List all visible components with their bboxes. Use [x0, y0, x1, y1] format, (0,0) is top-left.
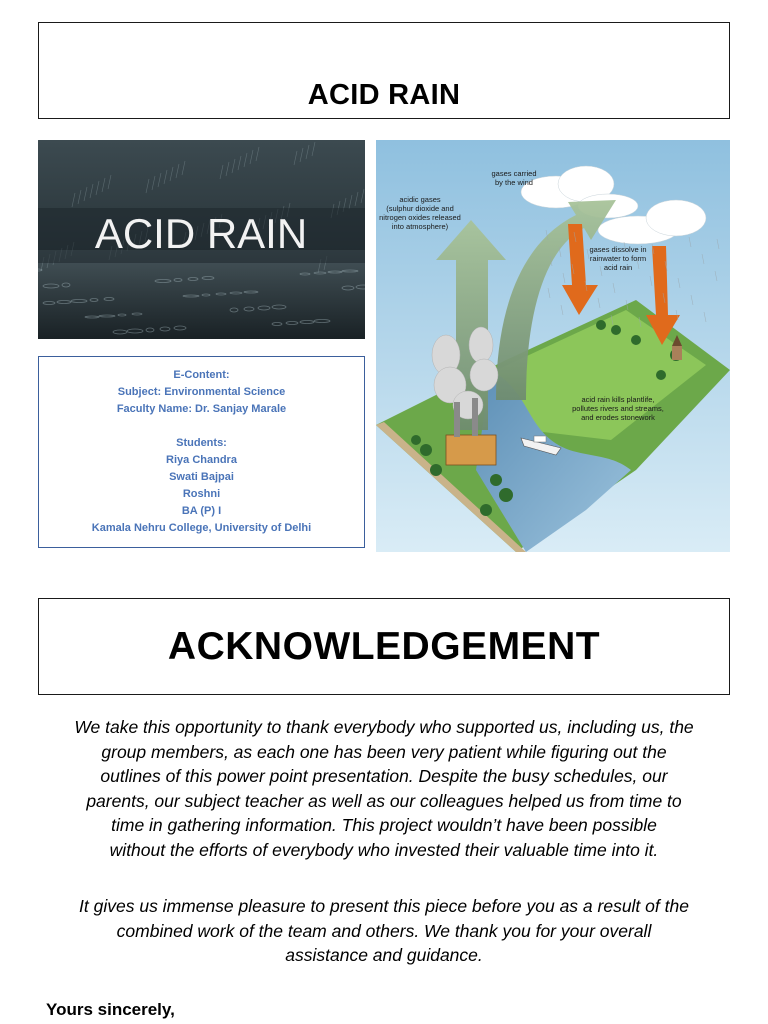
student-name: Riya Chandra — [166, 454, 237, 466]
students-heading: Students: — [176, 437, 227, 449]
paragraph-line: parents, our subject teacher as well as our colleagues helped us from time to — [86, 790, 682, 811]
paragraph-line: combined work of the team and others. We thank you for your overall — [116, 920, 652, 941]
svg-text:acid rain: acid rain — [603, 263, 633, 272]
acknowledgement-paragraph-2 — [40, 894, 728, 968]
svg-text:pollutes rivers and streams,: pollutes rivers and streams, — [572, 404, 664, 413]
college-line: Kamala Nehru College, University of Delhi — [91, 522, 312, 534]
signoff-text: Yours sincerely, — [46, 1000, 175, 1019]
course-line: BA (P) I — [181, 505, 222, 517]
svg-text:and erodes stonework: and erodes stonework — [581, 413, 655, 422]
paragraph-line: We take this opportunity to thank everybody who supported us, including us, the — [74, 717, 694, 737]
svg-text:rainwater to form: rainwater to form — [589, 254, 647, 263]
paragraph-line: assistance and guidance. — [285, 945, 483, 965]
paragraph-line: group members, as each one has been very patient while figuring out the — [101, 741, 667, 762]
label-wind: gases carried — [491, 169, 537, 178]
page-title: ACID RAIN — [307, 79, 461, 111]
student-name: Roshni — [182, 488, 221, 500]
svg-text:(sulphur dioxide and: (sulphur dioxide and — [386, 204, 454, 213]
acid-rain-diagram — [376, 140, 730, 552]
info-box — [38, 356, 365, 548]
title-box — [38, 22, 730, 119]
subject-line: Subject: Environmental Science — [117, 386, 286, 398]
student-name: Swati Bajpai — [169, 471, 234, 483]
svg-text:nitrogen oxides released: nitrogen oxides released — [379, 213, 461, 222]
paragraph-line: It gives us immense pleasure to present this piece before you as a result of the — [79, 896, 689, 916]
paragraph-line: time in gathering information. This project wouldn’t have been possible — [111, 815, 657, 835]
label-dissolve: gases dissolve in — [589, 245, 647, 254]
label-effects: acid rain kills plantlife, — [581, 395, 655, 404]
acknowledgement-box — [38, 598, 730, 695]
paragraph-line: without the efforts of everybody who invested their valuable time into it. — [109, 839, 659, 860]
svg-text:into atmosphere): into atmosphere) — [391, 222, 449, 231]
photo-overlay-text: ACID RAIN — [94, 210, 308, 257]
svg-text:by the wind: by the wind — [495, 178, 533, 187]
acknowledgement-heading: ACKNOWLEDGEMENT — [167, 624, 601, 668]
paragraph-line: outlines of this power point presentation. Despite the busy schedules, our — [100, 766, 668, 786]
econtent-label: E-Content: — [173, 369, 230, 381]
acknowledgement-paragraph-1 — [40, 715, 728, 862]
label-acidic-gases: acidic gases — [399, 195, 441, 204]
acid-rain-photo — [38, 140, 365, 339]
faculty-line: Faculty Name: Dr. Sanjay Marale — [116, 403, 287, 415]
